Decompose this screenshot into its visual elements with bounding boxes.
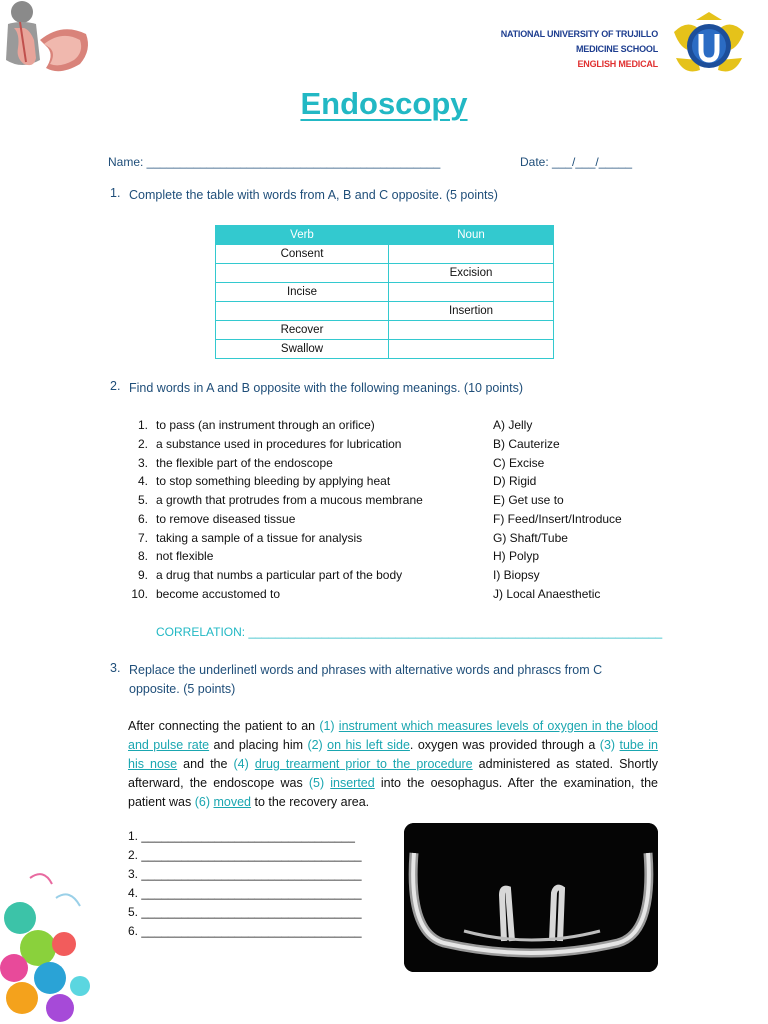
- item-option: C) Excise: [493, 456, 545, 470]
- university-seal-icon: [670, 10, 748, 80]
- answer-line[interactable]: 6. _________________________________: [128, 924, 362, 938]
- institution-line2: MEDICINE SCHOOL: [575, 44, 658, 54]
- table-row: [216, 302, 554, 321]
- underlined-phrase: drug trearment prior to the procedure: [254, 757, 473, 771]
- question-number: 3.: [110, 661, 121, 675]
- answer-line[interactable]: 5. _________________________________: [128, 905, 362, 919]
- item-option: J) Local Anaesthetic: [493, 587, 601, 601]
- table-cell[interactable]: Excision: [389, 264, 554, 283]
- answer-line[interactable]: 2. _________________________________: [128, 848, 362, 862]
- item-meaning: to pass (an instrument through an orifice): [156, 418, 375, 432]
- table-cell[interactable]: Recover: [216, 321, 389, 340]
- item-option: A) Jelly: [493, 418, 533, 432]
- item-option: I) Biopsy: [493, 568, 540, 582]
- underlined-phrase: instrument which measures levels of oxygen in the blood and pulse rate: [128, 719, 658, 752]
- answer-line[interactable]: 4. _________________________________: [128, 886, 362, 900]
- table-header-row: [216, 226, 554, 245]
- item-option: G) Shaft/Tube: [493, 531, 568, 545]
- item-number: 3.: [137, 456, 148, 470]
- table-row: [216, 245, 554, 264]
- item-number: 5.: [137, 493, 148, 507]
- blank-number: (3): [599, 738, 616, 752]
- item-meaning: a substance used in procedures for lubrication: [156, 437, 402, 451]
- item-number: 7.: [137, 531, 148, 545]
- item-option: E) Get use to: [493, 493, 564, 507]
- paragraph-text: After connecting the patient to an: [128, 719, 320, 733]
- table-cell[interactable]: [389, 283, 554, 302]
- question-3: [110, 661, 670, 701]
- column-header-noun: Noun: [389, 226, 554, 245]
- exercise-paragraph: [128, 717, 658, 812]
- table-cell[interactable]: [389, 321, 554, 340]
- item-meaning: become accustomed to: [156, 587, 281, 601]
- date-field[interactable]: Date: ___/___/_____: [520, 155, 633, 169]
- item-number: 6.: [137, 512, 148, 526]
- item-meaning: a drug that numbs a particular part of the body: [156, 568, 403, 582]
- item-number: 9.: [137, 568, 148, 582]
- paragraph-text: administered as stated. Shortly afterward, the endoscope was: [128, 757, 658, 790]
- question-text: Complete the table with words from A, B and C opposite. (5 points): [129, 188, 498, 202]
- verb-noun-table: [215, 225, 554, 359]
- underlined-phrase: on his left side: [327, 738, 410, 752]
- nasal-cannula-icon: [404, 823, 658, 972]
- paragraph-text: and the: [177, 757, 234, 771]
- item-meaning: not flexible: [156, 549, 214, 563]
- item-meaning: a growth that protrudes from a mucous membrane: [156, 493, 423, 507]
- underlined-phrase: inserted: [330, 776, 375, 790]
- institution-line3: ENGLISH MEDICAL: [577, 59, 658, 69]
- table-row: [216, 321, 554, 340]
- table-row: [216, 264, 554, 283]
- blank-number: (1): [319, 719, 335, 733]
- table-cell[interactable]: Consent: [216, 245, 389, 264]
- blank-number: (2): [307, 738, 323, 752]
- table-row: [216, 283, 554, 302]
- question-number: 1.: [110, 186, 121, 200]
- paragraph-text: into the oesophagus. After the examination, the patient was: [128, 776, 658, 809]
- underlined-phrase: moved: [213, 795, 252, 809]
- question-text: Find words in A and B opposite with the following meanings. (10 points): [129, 381, 523, 395]
- decorative-organs-icon: [0, 858, 108, 1024]
- anatomy-digestive-icon: [0, 0, 92, 82]
- blank-number: (6): [194, 795, 210, 809]
- item-number: 1.: [137, 418, 148, 432]
- question-1: [110, 186, 670, 206]
- table-cell[interactable]: Swallow: [216, 340, 389, 359]
- answer-line[interactable]: 1. ________________________________: [128, 829, 355, 843]
- table-row: [216, 340, 554, 359]
- underlined-phrase: tube in his nose: [128, 738, 658, 771]
- correlation-field[interactable]: CORRELATION: ______________________________________________________________: [156, 625, 663, 639]
- column-header-verb: Verb: [216, 226, 389, 245]
- item-number: 4.: [137, 474, 148, 488]
- item-option: F) Feed/Insert/Introduce: [493, 512, 622, 526]
- table-cell[interactable]: Incise: [216, 283, 389, 302]
- item-meaning: the flexible part of the endoscope: [156, 456, 333, 470]
- item-number: 2.: [137, 437, 148, 451]
- table-cell[interactable]: [389, 245, 554, 264]
- item-option: D) Rigid: [493, 474, 537, 488]
- answer-line[interactable]: 3. _________________________________: [128, 867, 362, 881]
- table-cell[interactable]: [216, 264, 389, 283]
- item-number: 10.: [131, 587, 148, 601]
- blank-number: (4): [233, 757, 249, 771]
- nasal-cannula-xray-image: [404, 823, 658, 972]
- question-text-line1: Replace the underlinetl words and phrases with alternative words and phrascs from C: [129, 663, 603, 677]
- table-cell[interactable]: Insertion: [389, 302, 554, 321]
- item-option: B) Cauterize: [493, 437, 560, 451]
- paragraph-text: to the recovery area.: [251, 795, 370, 809]
- table-cell[interactable]: [389, 340, 554, 359]
- paragraph-text: . oxygen was provided through a: [409, 738, 600, 752]
- item-meaning: to stop something bleeding by applying heat: [156, 474, 391, 488]
- item-meaning: to remove diseased tissue: [156, 512, 296, 526]
- institution-line1: NATIONAL UNIVERSITY OF TRUJILLO: [500, 29, 658, 39]
- question-text-line2: opposite. (5 points): [129, 682, 236, 696]
- item-option: H) Polyp: [493, 549, 540, 563]
- question-2: [110, 379, 670, 399]
- institution-name: [501, 27, 658, 72]
- table-cell[interactable]: [216, 302, 389, 321]
- name-field[interactable]: Name: ____________________________________________: [108, 155, 441, 169]
- blank-number: (5): [308, 776, 325, 790]
- paragraph-text: and placing him: [209, 738, 308, 752]
- item-number: 8.: [137, 549, 148, 563]
- page-title: Endoscopy: [300, 86, 468, 121]
- question-number: 2.: [110, 379, 121, 393]
- item-meaning: taking a sample of a tissue for analysis: [156, 531, 363, 545]
- matching-list: [0, 418, 768, 608]
